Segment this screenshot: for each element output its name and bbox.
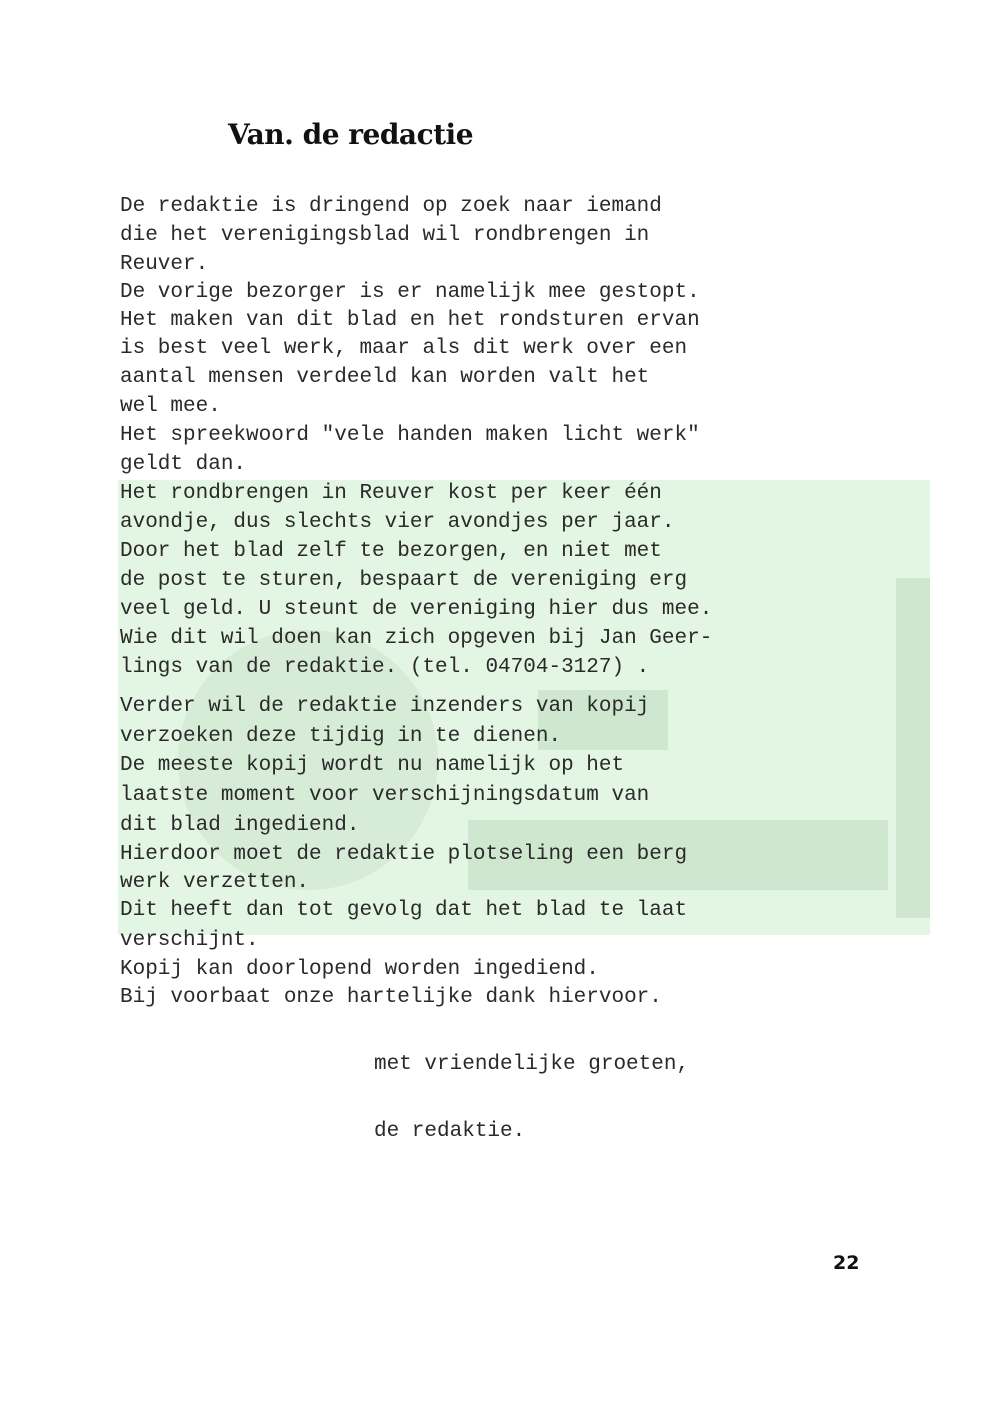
text-line: wel mee. <box>120 395 221 418</box>
text-line: verzoeken deze tijdig in te dienen. <box>120 725 562 748</box>
text-line: verschijnt. <box>120 929 259 952</box>
text-line: aantal mensen verdeeld kan worden valt het <box>120 366 650 389</box>
text-line: De redaktie is dringend op zoek naar iemand <box>120 195 662 218</box>
text-line: de post te sturen, bespaart de vereniging erg <box>120 569 688 592</box>
text-line: De meeste kopij wordt nu namelijk op het <box>120 754 625 777</box>
text-line: laatste moment voor verschijningsdatum van <box>120 784 650 807</box>
text-line: Het rondbrengen in Reuver kost per keer één <box>120 482 662 505</box>
text-line: Verder wil de redaktie inzenders van kopij <box>120 695 650 718</box>
text-line: Het maken van dit blad en het rondsturen ervan <box>120 309 700 332</box>
text-line: is best veel werk, maar als dit werk over een <box>120 337 688 360</box>
text-line: dit blad ingediend. <box>120 814 360 837</box>
text-line: die het verenigingsblad wil rondbrengen in <box>120 224 650 247</box>
signature: de redaktie. <box>374 1120 526 1143</box>
text-line: Door het blad zelf te bezorgen, en niet met <box>120 540 662 563</box>
page-number: 22 <box>833 1252 860 1274</box>
closing-greeting: met vriendelijke groeten, <box>374 1053 690 1076</box>
text-line: De vorige bezorger is er namelijk mee gestopt. <box>120 281 700 304</box>
text-line: Bij voorbaat onze hartelijke dank hiervoor. <box>120 986 662 1009</box>
text-line: Reuver. <box>120 253 209 276</box>
watermark-shape <box>896 578 930 918</box>
text-line: avondje, dus slechts vier avondjes per jaar. <box>120 511 675 534</box>
text-line: geldt dan. <box>120 453 247 476</box>
text-line: veel geld. U steunt de vereniging hier dus mee. <box>120 598 713 621</box>
text-line: Het spreekwoord "vele handen maken licht werk" <box>120 424 700 447</box>
text-line: Dit heeft dan tot gevolg dat het blad te laat <box>120 899 688 922</box>
text-line: Hierdoor moet de redaktie plotseling een berg <box>120 843 688 866</box>
text-line: lings van de redaktie. (tel. 04704-3127) . <box>120 656 650 679</box>
text-line: Wie dit wil doen kan zich opgeven bij Jan Geer- <box>120 627 713 650</box>
page-title: Van. de redactie <box>228 118 474 151</box>
text-line: Kopij kan doorlopend worden ingediend. <box>120 958 599 981</box>
text-line: werk verzetten. <box>120 871 310 894</box>
